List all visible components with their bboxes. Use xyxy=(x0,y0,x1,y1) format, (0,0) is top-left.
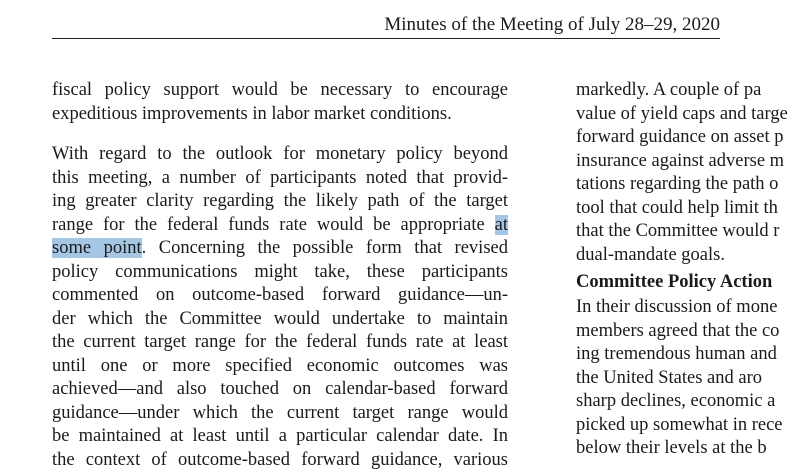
text-line: the context of outcome-based forward guidance, various xyxy=(52,449,508,472)
text-line: policy communications might take, these participants xyxy=(52,261,508,285)
page-header xyxy=(52,12,720,39)
text-line: be maintained at least until a particular calendar date. In xyxy=(52,425,508,449)
paragraph-fiscal-policy xyxy=(52,79,508,126)
text-line: ing tremendous human and xyxy=(576,343,800,367)
left-column xyxy=(52,79,508,472)
text-line: expeditious improvements in labor market conditions. xyxy=(52,103,508,127)
section-heading: Committee Policy Action xyxy=(576,271,800,296)
text-line: fiscal policy support would be necessary to encourage xyxy=(52,79,508,103)
right-column xyxy=(576,79,800,461)
text-line: tations regarding the path o xyxy=(576,173,800,197)
text-segment: . Concerning the possible form that revised xyxy=(142,238,508,258)
text-line: markedly. A couple of pa xyxy=(576,79,800,103)
paragraph-yield-caps xyxy=(576,79,800,267)
text-line: until one or more specified economic outcomes was xyxy=(52,355,508,379)
text-line: insurance against adverse m xyxy=(576,150,800,174)
text-segment: range for the federal funds rate would be appropriate xyxy=(52,215,495,235)
text-line: members agreed that the co xyxy=(576,320,800,344)
text-line: In their discussion of mone xyxy=(576,296,800,320)
text-line: dual-mandate goals. xyxy=(576,244,800,268)
text-line xyxy=(52,214,508,238)
paragraph-policy-action xyxy=(576,296,800,461)
text-line: ing greater clarity regarding the likely path of the target xyxy=(52,190,508,214)
text-line: below their levels at the b xyxy=(576,437,800,461)
text-line: guidance—under which the current target range would xyxy=(52,402,508,426)
text-line xyxy=(52,237,508,261)
text-line: sharp declines, economic a xyxy=(576,390,800,414)
selected-text[interactable]: at xyxy=(495,215,508,235)
text-line: the current target range for the federal funds rate at least xyxy=(52,331,508,355)
paragraph-monetary-outlook xyxy=(52,143,508,472)
text-line: With regard to the outlook for monetary policy beyond xyxy=(52,143,508,167)
text-line: value of yield caps and targe xyxy=(576,103,800,127)
text-line: forward guidance on asset p xyxy=(576,126,800,150)
text-line: this meeting, a number of participants noted that provid- xyxy=(52,167,508,191)
text-line: picked up somewhat in rece xyxy=(576,414,800,438)
text-line: that the Committee would r xyxy=(576,220,800,244)
text-line: commented on outcome-based forward guidance—un- xyxy=(52,284,508,308)
text-line: the United States and aro xyxy=(576,367,800,391)
header-title: Minutes of the Meeting of July 28–29, 2020 xyxy=(384,14,720,36)
text-line: der which the Committee would undertake to maintain xyxy=(52,308,508,332)
text-line: tool that could help limit th xyxy=(576,197,800,221)
text-line: achieved—and also touched on calendar-based forward xyxy=(52,378,508,402)
selected-text[interactable]: some point xyxy=(52,238,142,258)
